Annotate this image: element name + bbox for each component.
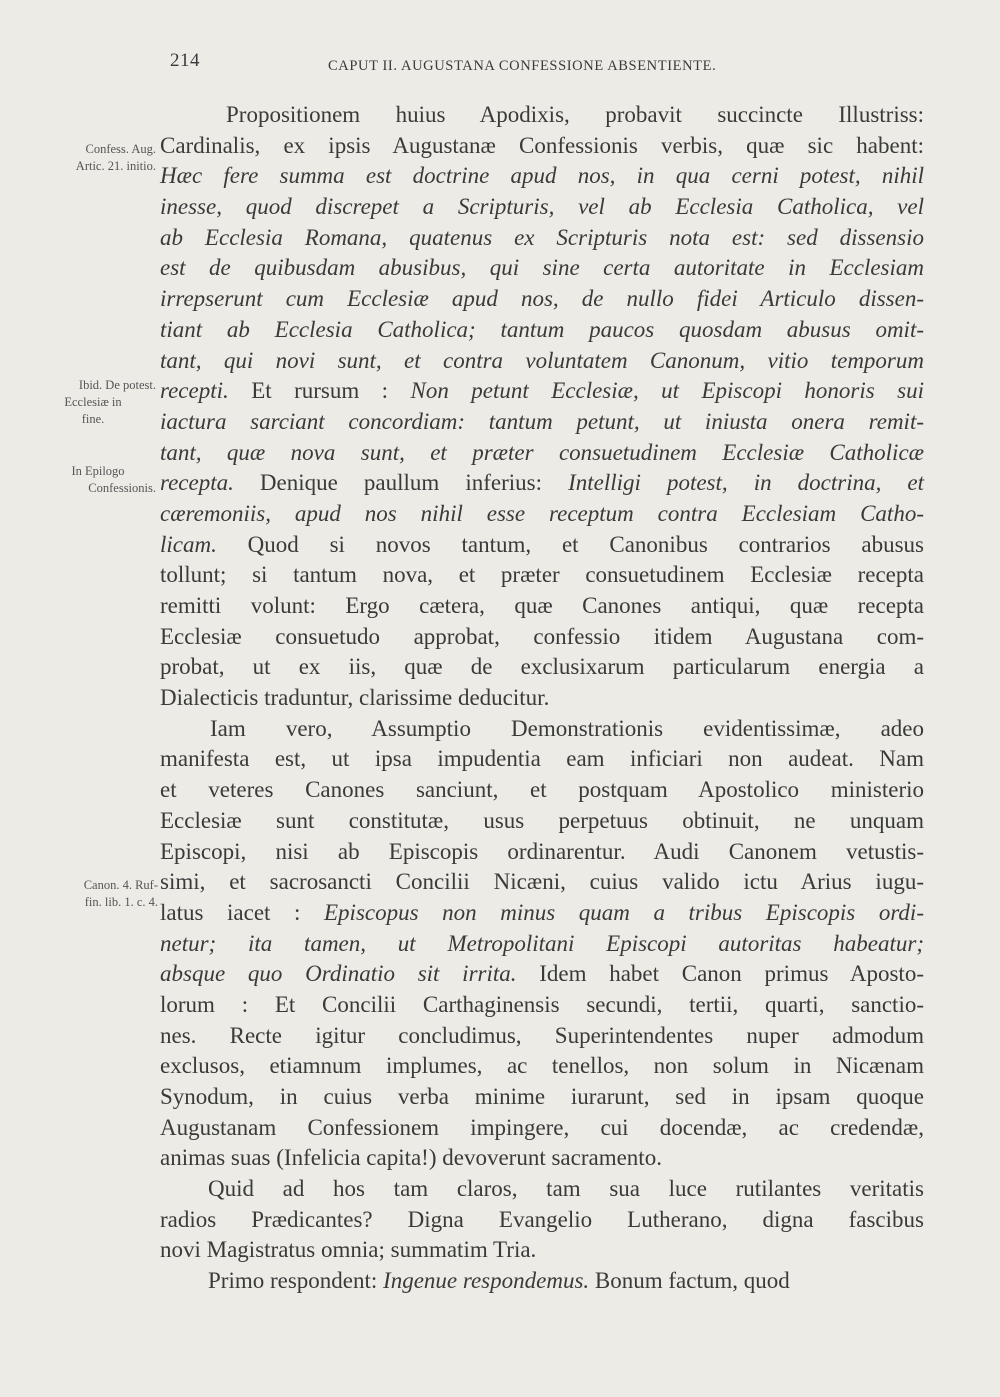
text-line — [160, 1174, 924, 1205]
text-line — [160, 898, 924, 929]
italic-text: inesse, quod discrepet a Scripturis, vel ab Ecclesia Catholica, vel — [160, 194, 924, 220]
margin-note-canon — [34, 877, 158, 911]
text-segment: latus iacet : — [160, 899, 324, 925]
text-segment: Denique paullum inferius: — [233, 470, 569, 496]
text-segment: et veteres Canones sanciunt, et postquam Apostolico ministerio — [160, 777, 924, 803]
italic-text: absque quo Ordinatio sit irrita. — [160, 961, 517, 987]
italic-text: recepta. — [160, 470, 234, 496]
italic-text: iactura sarciant concordiam: tantum petunt, ut iniusta onera remit- — [160, 408, 924, 434]
italic-text: est de quibusdam abusibus, qui sine certa autoritate in Ecclesiam — [160, 255, 924, 281]
text-line — [160, 1143, 924, 1174]
italic-text: cæremoniis, apud nos nihil esse receptum contra Ecclesiam Catho- — [160, 500, 924, 526]
italic-text: tant, quæ nova sunt, et præter consuetudinem Ecclesiæ Catholicæ — [160, 439, 924, 465]
text-line — [160, 959, 924, 990]
text-line — [160, 131, 924, 162]
margin-note-ibid — [30, 377, 156, 428]
margin-note-confess-aug — [44, 141, 156, 175]
text-line — [160, 867, 924, 898]
text-line — [160, 837, 924, 868]
text-line — [160, 652, 924, 683]
text-line — [160, 1266, 924, 1297]
text-segment: Idem habet Canon primus Aposto- — [516, 961, 924, 987]
text-line — [160, 253, 924, 284]
text-line — [160, 744, 924, 775]
text-line — [160, 376, 924, 407]
text-segment: Ecclesiæ consuetudo approbat, confessio itidem Augustana com- — [160, 623, 924, 649]
text-segment: animas suas (Infelicia capita!) devoverunt sacramento. — [160, 1145, 662, 1171]
margin-note-epilogo — [40, 463, 156, 497]
text-line — [160, 929, 924, 960]
italic-text: Episcopus non minus quam a tribus Episcopis ordi- — [324, 899, 924, 925]
italic-text: tiant ab Ecclesia Catholica; tantum paucos quosdam abusus omit- — [160, 316, 924, 342]
text-line — [160, 161, 924, 192]
text-line — [160, 438, 924, 469]
text-line — [160, 591, 924, 622]
margin-note-line: fin. lib. 1. c. 4. — [84, 895, 158, 909]
margin-note-line: Confess. Aug. — [85, 142, 156, 156]
text-segment: Ecclesiæ sunt constitutæ, usus perpetuus obtinuit, ne unquam — [160, 807, 924, 833]
text-segment: Quid ad hos tam claros, tam sua luce rutilantes veritatis — [208, 1176, 924, 1202]
text-segment: tollunt; si tantum nova, et præter consuetudinem Ecclesiæ recepta — [160, 562, 924, 588]
text-segment: Et rursum : — [228, 378, 411, 404]
margin-note-line: Artic. 21. initio. — [75, 159, 156, 173]
text-segment: remitti volunt: Ergo cætera, quæ Canones antiqui, quæ recepta — [160, 593, 924, 618]
text-line — [160, 284, 924, 315]
italic-text: Ingenue respondemus. — [383, 1268, 590, 1294]
page-number: 214 — [170, 50, 200, 71]
text-segment: novi Magistratus omnia; summatim Tria. — [160, 1237, 537, 1263]
margin-note-line: In Epilogo — [71, 464, 125, 478]
text-line — [160, 530, 924, 561]
text-segment: Quod si novos tantum, et Canonibus contrarios abusus — [216, 531, 924, 557]
text-segment: simi, et sacrosancti Concilii Nicæni, cuius valido ictu Arius iugu- — [160, 869, 924, 895]
text-line — [160, 560, 924, 591]
page-header — [0, 50, 1000, 80]
italic-text: ab Ecclesia Romana, quatenus ex Scripturis nota est: sed dissensio — [160, 224, 924, 250]
text-line — [160, 1021, 924, 1052]
text-line — [160, 100, 924, 131]
text-line — [160, 315, 924, 346]
text-line — [160, 1235, 924, 1266]
text-line — [160, 990, 924, 1021]
text-line — [160, 806, 924, 837]
italic-text: netur; ita tamen, ut Metropolitani Episcopi autoritas habeatur; — [160, 930, 924, 956]
text-segment: probat, ut ex iis, quæ de exclusixarum particularum energia a — [160, 654, 924, 680]
italic-text: Non petunt Ecclesiæ, ut Episcopi honoris sui — [410, 378, 924, 404]
text-segment: exclusos, etiamnum implumes, ac tenellos, non solum in Nicænam — [160, 1053, 924, 1079]
text-segment: manifesta est, ut ipsa impudentia eam inficiari non audeat. Nam — [160, 746, 924, 772]
italic-text: recepti. — [160, 378, 229, 404]
text-segment: Synodum, in cuius verba minime iurarunt, sed in ipsam quoque — [160, 1084, 924, 1109]
italic-text: licam. — [160, 531, 217, 557]
text-segment: Iam vero, Assumptio Demonstrationis evidentissimæ, adeo — [210, 715, 924, 741]
text-segment: Augustanam Confessionem impingere, cui docendæ, ac credendæ, — [160, 1114, 924, 1140]
text-segment: Episcopi, nisi ab Episcopis ordinarentur. Audi Canonem vetustis- — [160, 838, 924, 864]
text-line — [160, 622, 924, 653]
text-line — [160, 1051, 924, 1082]
margin-note-line: fine. — [81, 412, 105, 426]
running-head: CAPUT II. AUGUSTANA CONFESSIONE ABSENTIENTE. — [328, 58, 717, 74]
margin-note-line: Ecclesiæ in — [64, 395, 122, 409]
text-line — [160, 499, 924, 530]
text-line — [160, 775, 924, 806]
text-segment: Cardinalis, ex ipsis Augustanæ Confessionis verbis, quæ sic habent: — [160, 132, 924, 158]
margin-note-line: Ibid. De potest. — [78, 378, 156, 392]
italic-text: Hæc fere summa est doctrine apud nos, in qua cerni potest, nihil — [160, 163, 924, 189]
text-segment: Propositionem huius Apodixis, probavit succincte Illustriss: — [226, 102, 924, 127]
italic-text: tant, qui novi sunt, et contra voluntatem Canonum, vitio temporum — [160, 347, 924, 373]
text-segment: radios Prædicantes? Digna Evangelio Lutherano, digna fascibus — [160, 1206, 924, 1232]
text-segment: Bonum factum, quod — [589, 1268, 790, 1294]
italic-text: Intelligi potest, in doctrina, et — [568, 470, 924, 496]
body-text — [160, 100, 924, 1297]
text-line — [160, 1113, 924, 1144]
margin-note-line: Confessionis. — [88, 481, 156, 495]
text-line — [160, 346, 924, 377]
text-segment: lorum : Et Concilii Carthaginensis secundi, tertii, quarti, sanctio- — [160, 991, 924, 1017]
text-segment: Primo respondent: — [208, 1268, 384, 1294]
text-line — [160, 714, 924, 745]
text-line — [160, 407, 924, 438]
text-line — [160, 223, 924, 254]
text-line — [160, 192, 924, 223]
text-segment: nes. Recte igitur concludimus, Superintendentes nuper admodum — [160, 1022, 924, 1048]
text-segment: Dialecticis traduntur, clarissime deducitur. — [160, 685, 550, 711]
text-line — [160, 1205, 924, 1236]
italic-text: irrepserunt cum Ecclesiæ apud nos, de nullo fidei Articulo dissen- — [160, 286, 924, 312]
text-line — [160, 468, 924, 499]
text-line — [160, 1082, 924, 1113]
margin-note-line: Canon. 4. Ruf- — [83, 878, 158, 892]
text-line — [160, 683, 924, 714]
